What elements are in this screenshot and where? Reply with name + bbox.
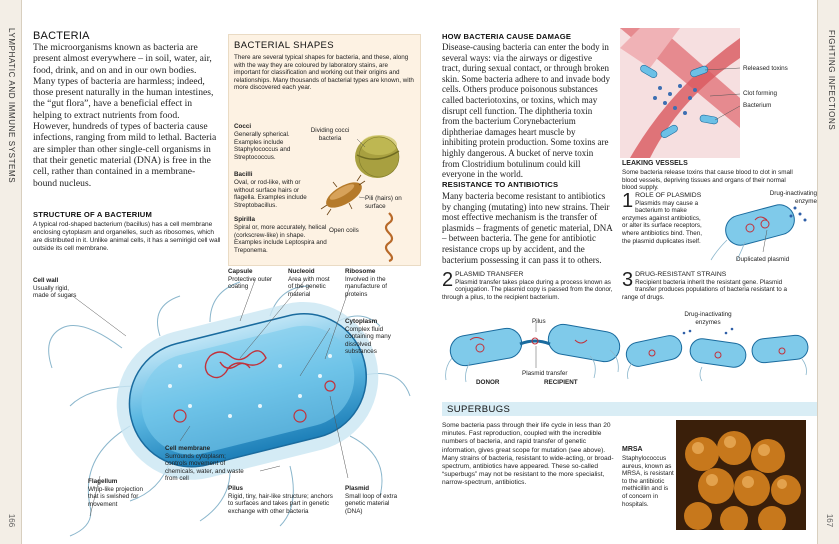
cell-membrane-desc: Surrounds cytoplasm; controls movement of chemicals, water, and waste from cell bbox=[165, 452, 244, 483]
damage-body: Disease-causing bacteria can enter the body in several ways: via the airways or digestive tract, during sexual contact, or through broken skin. Some bacteria adhere to and invade body cells. Others produce poisonous substances called bacteriotoxins, or toxins, which may disrupt cell function. The diphtheria toxin from the bacterium Corynebacterium diphtheriae damages heart muscle by inhibiting protein production. Some toxins are highly dangerous. A bucket of nerve toxin from Clostridium botulinum could kill everyone in the world. bbox=[442, 42, 610, 180]
step-1-desc: Plasmids may cause a bacterium to make enzymes against antibiotics, or alter its surface receptors, where antibiotics bind. Then, the plasmid duplicates itself. bbox=[622, 199, 703, 245]
cell-wall-desc: Usually rigid, made of sugars bbox=[33, 284, 77, 300]
step-3-desc: Recipient bacteria inherit the resistant gene. Plasmid transfer produces populations of bacteria resistant to a range of drugs. bbox=[622, 278, 788, 301]
bacilli-desc: Oval, or rod-like, with or without surface hairs or flagella. Examples include Streptobacillus. bbox=[234, 179, 307, 209]
bacilli-illustration bbox=[321, 175, 366, 215]
enzyme-label-1: Drug-inactivating enzyme bbox=[769, 190, 817, 205]
plasmid-structure-desc: Small loop of extra genetic material (DNA) bbox=[345, 492, 398, 515]
resistance-body: Many bacteria become resistant to antibiotics by changing (mutating) into new strains. Their most effective mechanism is the transfer of plasmids – fragments of genetic material, DNA – between bacteria. The gene for antibiotic resistance crops up by accident, and the bacterium possessing it can pass it to others. bbox=[442, 191, 613, 265]
cytoplasm-desc: Complex fluid containing many dissolved substances bbox=[345, 325, 391, 356]
mrsa-desc: Staphylococcus aureus, known as MRSA, is resistant to the antibiotic methicillin and is of concern in hospitals. bbox=[622, 455, 674, 508]
bacterium-label: Bacterium bbox=[743, 102, 772, 109]
spirilla-desc: Spiral or, more accurately, helical (corkscrew-like) in shape. Examples include Leptospira and Treponema. bbox=[234, 224, 327, 254]
right-section-title: FIGHTING INFECTIONS bbox=[827, 30, 836, 131]
capsule-desc: Protective outer coating bbox=[228, 275, 273, 291]
bacteria-intro: The microorganisms known as bacteria are present almost everywhere – in soil, water, air, food, drink, and on and in our own bodies. Many types of bacteria are harmless; indeed, those present naturally in the human intestines, the “gut flora”, have a beneficial effect in helping to extract nutrients from food. However, hundreds of types of bacteria cause infections, ranging from mild to lethal. Bacteria are simpler than other single-cell organisms in that their genetic material (DNA) is free in the cell, rather than contained in a membrane-bound nucleus. bbox=[33, 42, 217, 189]
superbugs-heading: SUPERBUGS bbox=[447, 404, 511, 415]
pilus-structure-title: Pilus bbox=[228, 485, 244, 492]
cocci-illustration bbox=[355, 135, 399, 178]
shapes-illustrations bbox=[229, 35, 422, 267]
cytoplasm-label bbox=[345, 318, 401, 356]
plasmid-transfer-label: Plasmid transfer bbox=[522, 370, 568, 377]
step-2-desc: Plasmid transfer takes place during a process known as conjugation. The plasmid copy is passed from the donor, through a pilus, to the recipient bacterium. bbox=[442, 278, 613, 301]
step-1 bbox=[622, 192, 704, 245]
structure-heading: STRUCTURE OF A BACTERIUM bbox=[33, 210, 152, 219]
ribosome-desc: Involved in the manufacture of proteins bbox=[345, 275, 388, 298]
step-1-number: 1 bbox=[622, 190, 634, 212]
spirilla-title: Spirilla bbox=[234, 216, 255, 223]
bacterial-shapes-box bbox=[228, 34, 421, 266]
superbugs-body: Some bacteria pass through their life cycle in less than 20 minutes. Fast reproduction, coupled with the incredible numbers of bacteria, and rapid transfer of genetic information, gives great scope for mutation (see above). Many strains of bacteria, resistant to wide-acting, or broad-spectrum, antibiotics have appeared. These so-called “superbugs” may not be resistant to the more specialist, narrow-spectrum, antibiotics. bbox=[442, 422, 614, 487]
spirilla-illustration bbox=[386, 213, 392, 261]
flagellum-desc: Whip-like projection that is swished for movement bbox=[88, 485, 143, 508]
cocci-desc: Generally spherical. Examples include Staphylococcus and Streptococcus. bbox=[234, 131, 291, 161]
capsule-label bbox=[228, 268, 278, 291]
nucleoid-desc: Area with most of the genetic material bbox=[288, 275, 330, 298]
open-coils-label: Open coils bbox=[329, 227, 359, 234]
nucleoid-label bbox=[288, 268, 336, 298]
step-2-title: PLASMID TRANSFER bbox=[455, 271, 524, 278]
shapes-heading: BACTERIAL SHAPES bbox=[234, 40, 335, 51]
pilus-transfer-label: Pilus bbox=[532, 318, 546, 325]
cell-wall-title: Cell wall bbox=[33, 277, 59, 284]
step-2-number: 2 bbox=[442, 269, 454, 291]
leaking-vessels-title: LEAKING VESSELS bbox=[622, 160, 688, 167]
structure-body: A typical rod-shaped bacterium (bacillus) has a cell membrane enclosing cytoplasm and organelles, such as ribosomes, which are distributed in it. Unlike animal cells, it has a semirigid cell wall outside its cell membrane. bbox=[33, 221, 221, 252]
released-toxins-label: Released toxins bbox=[743, 65, 788, 72]
clot-forming-label: Clot forming bbox=[743, 90, 777, 97]
recipient-label: RECIPIENT bbox=[544, 379, 578, 386]
left-page-number: 166 bbox=[7, 513, 17, 528]
left-side-strip bbox=[0, 0, 22, 544]
right-page-number: 167 bbox=[825, 513, 835, 528]
left-section-title: LYMPHATIC AND IMMUNE SYSTEMS bbox=[7, 28, 16, 184]
pilus-structure-desc: Rigid, tiny, hair-like structure; anchors to surfaces and takes part in genetic exchange with other bacteria bbox=[228, 492, 333, 515]
plasmid-structure-title: Plasmid bbox=[345, 485, 370, 492]
flagellum-title: Flagellum bbox=[88, 478, 118, 485]
capsule-title: Capsule bbox=[228, 268, 253, 275]
duplicated-plasmid-label: Duplicated plasmid bbox=[736, 256, 790, 263]
resistance-heading: RESISTANCE TO ANTIBIOTICS bbox=[442, 180, 559, 189]
step-3-number: 3 bbox=[622, 269, 634, 291]
cytoplasm-title: Cytoplasm bbox=[345, 318, 378, 325]
mrsa-title: MRSA bbox=[622, 446, 643, 453]
bacteria-heading: BACTERIA bbox=[33, 30, 90, 42]
cocci-title: Cocci bbox=[234, 123, 252, 130]
nucleoid-title: Nucleoid bbox=[288, 268, 315, 275]
step-1-title: ROLE OF PLASMIDS bbox=[635, 192, 702, 199]
right-side-strip bbox=[817, 0, 839, 544]
bacilli-title: Bacilli bbox=[234, 171, 253, 178]
step-3 bbox=[622, 271, 802, 301]
step-3-title: DRUG-RESISTANT STRAINS bbox=[635, 271, 727, 278]
donor-label: DONOR bbox=[476, 379, 500, 386]
mrsa-illustration bbox=[676, 420, 806, 530]
cell-membrane-label bbox=[165, 445, 245, 483]
damage-heading: HOW BACTERIA CAUSE DAMAGE bbox=[442, 32, 572, 41]
leaking-vessels-desc: Some bacteria release toxins that cause blood to clot in small blood vessels, depriving tissues and organs of their normal blood supply. bbox=[622, 169, 793, 192]
enzyme-label-3: Drug-inactivating enzymes bbox=[684, 311, 732, 326]
leaking-vessels-illustration bbox=[620, 28, 740, 158]
cell-wall-label bbox=[33, 277, 83, 300]
pilus-structure-label bbox=[228, 485, 338, 515]
dividing-cocci-label: Dividing cocci bacteria bbox=[310, 127, 350, 142]
ribosome-title: Ribosome bbox=[345, 268, 376, 275]
shapes-intro: There are several typical shapes for bacteria, and these, along with the way they are coloured by laboratory stains, are important for classification and working out their origins and relationships. Many thousands of bacterial types are known, with more discovered each year. bbox=[234, 54, 414, 92]
plasmid-structure-label bbox=[345, 485, 400, 515]
step-2 bbox=[442, 271, 614, 301]
ribosome-label bbox=[345, 268, 397, 298]
pili-label: Pili (hairs) on surface bbox=[365, 195, 402, 210]
flagellum-label bbox=[88, 478, 148, 508]
drug-resistant-illustration bbox=[622, 325, 812, 385]
cell-membrane-title: Cell membrane bbox=[165, 445, 211, 452]
